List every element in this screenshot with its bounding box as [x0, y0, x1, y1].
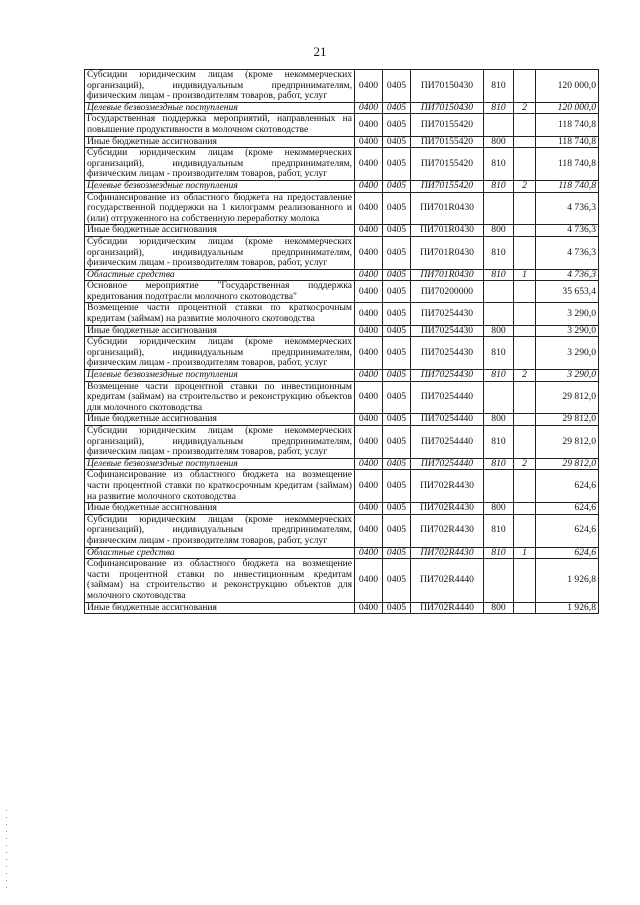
table-row: [85, 414, 599, 426]
target-article-code: ПИ70155420: [411, 180, 484, 192]
target-article-code: ПИ702R4430: [411, 470, 484, 503]
amount: 624,6: [536, 547, 599, 559]
amount: 3 290,0: [536, 337, 599, 370]
table-row: [85, 503, 599, 515]
amount: 624,6: [536, 514, 599, 547]
target-article-code: ПИ70254440: [411, 458, 484, 470]
section-code: 0400: [355, 414, 383, 426]
row-name: Целевые безвозмездные поступления: [85, 102, 355, 114]
funding-source-code: [514, 114, 536, 136]
target-article-code: ПИ702R4440: [411, 559, 484, 602]
expense-type-code: 810: [484, 514, 514, 547]
target-article-code: ПИ70254440: [411, 414, 484, 426]
expense-type-code: 810: [484, 148, 514, 181]
table-row: [85, 602, 599, 614]
expense-type-code: 800: [484, 325, 514, 337]
amount: 3 290,0: [536, 303, 599, 325]
target-article-code: ПИ701R0430: [411, 236, 484, 269]
subsection-code: 0405: [383, 337, 411, 370]
table-row: [85, 148, 599, 181]
section-code: 0400: [355, 503, 383, 515]
table-row: [85, 180, 599, 192]
table-row: [85, 337, 599, 370]
table-row: [85, 281, 599, 303]
table-row: [85, 102, 599, 114]
table-row: [85, 381, 599, 414]
row-name: Возмещение части процентной ставки по инвестиционным кредитам (займам) на строительство и реконструкцию объектов для молочного скотоводства: [85, 381, 355, 414]
amount: 4 736,3: [536, 225, 599, 237]
subsection-code: 0405: [383, 559, 411, 602]
row-name: Иные бюджетные ассигнования: [85, 136, 355, 148]
section-code: 0400: [355, 458, 383, 470]
subsection-code: 0405: [383, 458, 411, 470]
expense-type-code: [484, 559, 514, 602]
subsection-code: 0405: [383, 503, 411, 515]
amount: 624,6: [536, 470, 599, 503]
target-article-code: ПИ70155420: [411, 114, 484, 136]
row-name: Иные бюджетные ассигнования: [85, 602, 355, 614]
expense-type-code: 800: [484, 414, 514, 426]
row-name: Целевые безвозмездные поступления: [85, 458, 355, 470]
funding-source-code: 2: [514, 458, 536, 470]
table-row: [85, 114, 599, 136]
section-code: 0400: [355, 325, 383, 337]
section-code: 0400: [355, 192, 383, 225]
expense-type-code: 810: [484, 547, 514, 559]
amount: 4 736,3: [536, 269, 599, 281]
expense-type-code: [484, 303, 514, 325]
expense-type-code: [484, 381, 514, 414]
expense-type-code: 810: [484, 458, 514, 470]
table-row: [85, 225, 599, 237]
expense-type-code: 800: [484, 503, 514, 515]
subsection-code: 0405: [383, 236, 411, 269]
amount: 29 812,0: [536, 426, 599, 459]
funding-source-code: [514, 559, 536, 602]
amount: 29 812,0: [536, 458, 599, 470]
target-article-code: ПИ702R4430: [411, 547, 484, 559]
row-name: Иные бюджетные ассигнования: [85, 325, 355, 337]
table-row: [85, 70, 599, 103]
funding-source-code: [514, 325, 536, 337]
table-row: [85, 236, 599, 269]
expense-type-code: [484, 470, 514, 503]
table-row: [85, 514, 599, 547]
target-article-code: ПИ701R0430: [411, 192, 484, 225]
budget-table: [84, 69, 599, 614]
row-name: Софинансирование из областного бюджета на возмещение части процентной ставки по краткосрочным кредитам (займам) на развитие молочного скотоводства: [85, 470, 355, 503]
subsection-code: 0405: [383, 381, 411, 414]
section-code: 0400: [355, 114, 383, 136]
target-article-code: ПИ70155420: [411, 148, 484, 181]
row-name: Основное мероприятие "Государственная поддержка кредитования подотрасли молочного скотоводства": [85, 281, 355, 303]
funding-source-code: 2: [514, 180, 536, 192]
table-row: [85, 303, 599, 325]
target-article-code: ПИ70150430: [411, 70, 484, 103]
subsection-code: 0405: [383, 114, 411, 136]
amount: 29 812,0: [536, 414, 599, 426]
subsection-code: 0405: [383, 225, 411, 237]
section-code: 0400: [355, 225, 383, 237]
table-row: [85, 559, 599, 602]
section-code: 0400: [355, 102, 383, 114]
row-name: Субсидии юридическим лицам (кроме некоммерческих организаций), индивидуальным предпринимателям, физическим лицам - производителям товаров, работ, услуг: [85, 337, 355, 370]
amount: 1 926,8: [536, 602, 599, 614]
funding-source-code: [514, 303, 536, 325]
section-code: 0400: [355, 269, 383, 281]
budget-table-body: [85, 70, 599, 614]
table-row: [85, 136, 599, 148]
table-row: [85, 470, 599, 503]
target-article-code: ПИ70155420: [411, 136, 484, 148]
funding-source-code: 1: [514, 547, 536, 559]
subsection-code: 0405: [383, 470, 411, 503]
target-article-code: ПИ70150430: [411, 102, 484, 114]
target-article-code: ПИ701R0430: [411, 269, 484, 281]
row-name: Иные бюджетные ассигнования: [85, 225, 355, 237]
section-code: 0400: [355, 381, 383, 414]
funding-source-code: [514, 136, 536, 148]
section-code: 0400: [355, 180, 383, 192]
amount: 118 740,8: [536, 180, 599, 192]
subsection-code: 0405: [383, 70, 411, 103]
row-name: Софинансирование из областного бюджета на предоставление государственной поддержки на 1 килограмм реализованного и (или) отгруженного на собственную переработку молока: [85, 192, 355, 225]
funding-source-code: [514, 503, 536, 515]
amount: 118 740,8: [536, 148, 599, 181]
row-name: Субсидии юридическим лицам (кроме некоммерческих организаций), индивидуальным предпринимателям, физическим лицам - производителям товаров, работ, услуг: [85, 426, 355, 459]
row-name: Возмещение части процентной ставки по краткосрочным кредитам (займам) на развитие молочного скотоводства: [85, 303, 355, 325]
expense-type-code: 810: [484, 102, 514, 114]
amount: 3 290,0: [536, 370, 599, 382]
table-row: [85, 269, 599, 281]
subsection-code: 0405: [383, 303, 411, 325]
funding-source-code: 2: [514, 102, 536, 114]
section-code: 0400: [355, 547, 383, 559]
expense-type-code: 810: [484, 370, 514, 382]
funding-source-code: [514, 236, 536, 269]
section-code: 0400: [355, 514, 383, 547]
amount: 1 926,8: [536, 559, 599, 602]
row-name: Областные средства: [85, 269, 355, 281]
section-code: 0400: [355, 559, 383, 602]
target-article-code: ПИ70254440: [411, 426, 484, 459]
section-code: 0400: [355, 370, 383, 382]
row-name: Иные бюджетные ассигнования: [85, 503, 355, 515]
target-article-code: ПИ702R4430: [411, 503, 484, 515]
target-article-code: ПИ70254430: [411, 337, 484, 370]
row-name: Субсидии юридическим лицам (кроме некоммерческих организаций), индивидуальным предпринимателям, физическим лицам - производителям товаров, работ, услуг: [85, 236, 355, 269]
table-row: [85, 192, 599, 225]
section-code: 0400: [355, 70, 383, 103]
target-article-code: ПИ701R0430: [411, 225, 484, 237]
target-article-code: ПИ70254430: [411, 370, 484, 382]
subsection-code: 0405: [383, 192, 411, 225]
subsection-code: 0405: [383, 136, 411, 148]
target-article-code: ПИ702R4440: [411, 602, 484, 614]
table-row: [85, 370, 599, 382]
funding-source-code: 2: [514, 370, 536, 382]
expense-type-code: 800: [484, 602, 514, 614]
subsection-code: 0405: [383, 148, 411, 181]
target-article-code: ПИ70200000: [411, 281, 484, 303]
amount: 118 740,8: [536, 114, 599, 136]
subsection-code: 0405: [383, 325, 411, 337]
target-article-code: ПИ70254430: [411, 325, 484, 337]
expense-type-code: 810: [484, 426, 514, 459]
subsection-code: 0405: [383, 602, 411, 614]
section-code: 0400: [355, 470, 383, 503]
row-name: Субсидии юридическим лицам (кроме некоммерческих организаций), индивидуальным предпринимателям, физическим лицам - производителям товаров, работ, услуг: [85, 514, 355, 547]
amount: 4 736,3: [536, 192, 599, 225]
funding-source-code: 1: [514, 269, 536, 281]
amount: 29 812,0: [536, 381, 599, 414]
expense-type-code: 810: [484, 180, 514, 192]
row-name: Субсидии юридическим лицам (кроме некоммерческих организаций), индивидуальным предпринимателям, физическим лицам - производителям товаров, работ, услуг: [85, 148, 355, 181]
funding-source-code: [514, 470, 536, 503]
funding-source-code: [514, 225, 536, 237]
scan-margin-dots: [6, 810, 9, 894]
expense-type-code: [484, 192, 514, 225]
funding-source-code: [514, 414, 536, 426]
expense-type-code: 810: [484, 70, 514, 103]
row-name: Софинансирование из областного бюджета на возмещение части процентной ставки по инвестиционным кредитам (займам) на строительство и реконструкцию объектов для молочного скотоводства: [85, 559, 355, 602]
row-name: Субсидии юридическим лицам (кроме некоммерческих организаций), индивидуальным предпринимателям, физическим лицам - производителям товаров, работ, услуг: [85, 70, 355, 103]
funding-source-code: [514, 148, 536, 181]
section-code: 0400: [355, 303, 383, 325]
section-code: 0400: [355, 236, 383, 269]
funding-source-code: [514, 337, 536, 370]
row-name: Областные средства: [85, 547, 355, 559]
subsection-code: 0405: [383, 414, 411, 426]
funding-source-code: [514, 281, 536, 303]
amount: 118 740,8: [536, 136, 599, 148]
section-code: 0400: [355, 136, 383, 148]
expense-type-code: 810: [484, 269, 514, 281]
table-row: [85, 458, 599, 470]
table-row: [85, 325, 599, 337]
section-code: 0400: [355, 337, 383, 370]
expense-type-code: 810: [484, 236, 514, 269]
subsection-code: 0405: [383, 180, 411, 192]
row-name: Государственная поддержка мероприятий, направленных на повышение продуктивности в молочном скотоводстве: [85, 114, 355, 136]
table-row: [85, 547, 599, 559]
amount: 624,6: [536, 503, 599, 515]
row-name: Целевые безвозмездные поступления: [85, 180, 355, 192]
target-article-code: ПИ70254430: [411, 303, 484, 325]
subsection-code: 0405: [383, 102, 411, 114]
section-code: 0400: [355, 602, 383, 614]
subsection-code: 0405: [383, 269, 411, 281]
expense-type-code: [484, 281, 514, 303]
subsection-code: 0405: [383, 547, 411, 559]
expense-type-code: 800: [484, 225, 514, 237]
page-number: 21: [313, 44, 327, 59]
amount: 120 000,0: [536, 70, 599, 103]
subsection-code: 0405: [383, 426, 411, 459]
row-name: Иные бюджетные ассигнования: [85, 414, 355, 426]
subsection-code: 0405: [383, 281, 411, 303]
expense-type-code: 800: [484, 136, 514, 148]
section-code: 0400: [355, 281, 383, 303]
funding-source-code: [514, 381, 536, 414]
row-name: Целевые безвозмездные поступления: [85, 370, 355, 382]
expense-type-code: [484, 114, 514, 136]
funding-source-code: [514, 514, 536, 547]
funding-source-code: [514, 602, 536, 614]
subsection-code: 0405: [383, 514, 411, 547]
funding-source-code: [514, 426, 536, 459]
subsection-code: 0405: [383, 370, 411, 382]
section-code: 0400: [355, 148, 383, 181]
target-article-code: ПИ70254440: [411, 381, 484, 414]
funding-source-code: [514, 192, 536, 225]
section-code: 0400: [355, 426, 383, 459]
table-row: [85, 426, 599, 459]
target-article-code: ПИ702R4430: [411, 514, 484, 547]
funding-source-code: [514, 70, 536, 103]
amount: 35 653,4: [536, 281, 599, 303]
expense-type-code: 810: [484, 337, 514, 370]
amount: 3 290,0: [536, 325, 599, 337]
amount: 120 000,0: [536, 102, 599, 114]
amount: 4 736,3: [536, 236, 599, 269]
